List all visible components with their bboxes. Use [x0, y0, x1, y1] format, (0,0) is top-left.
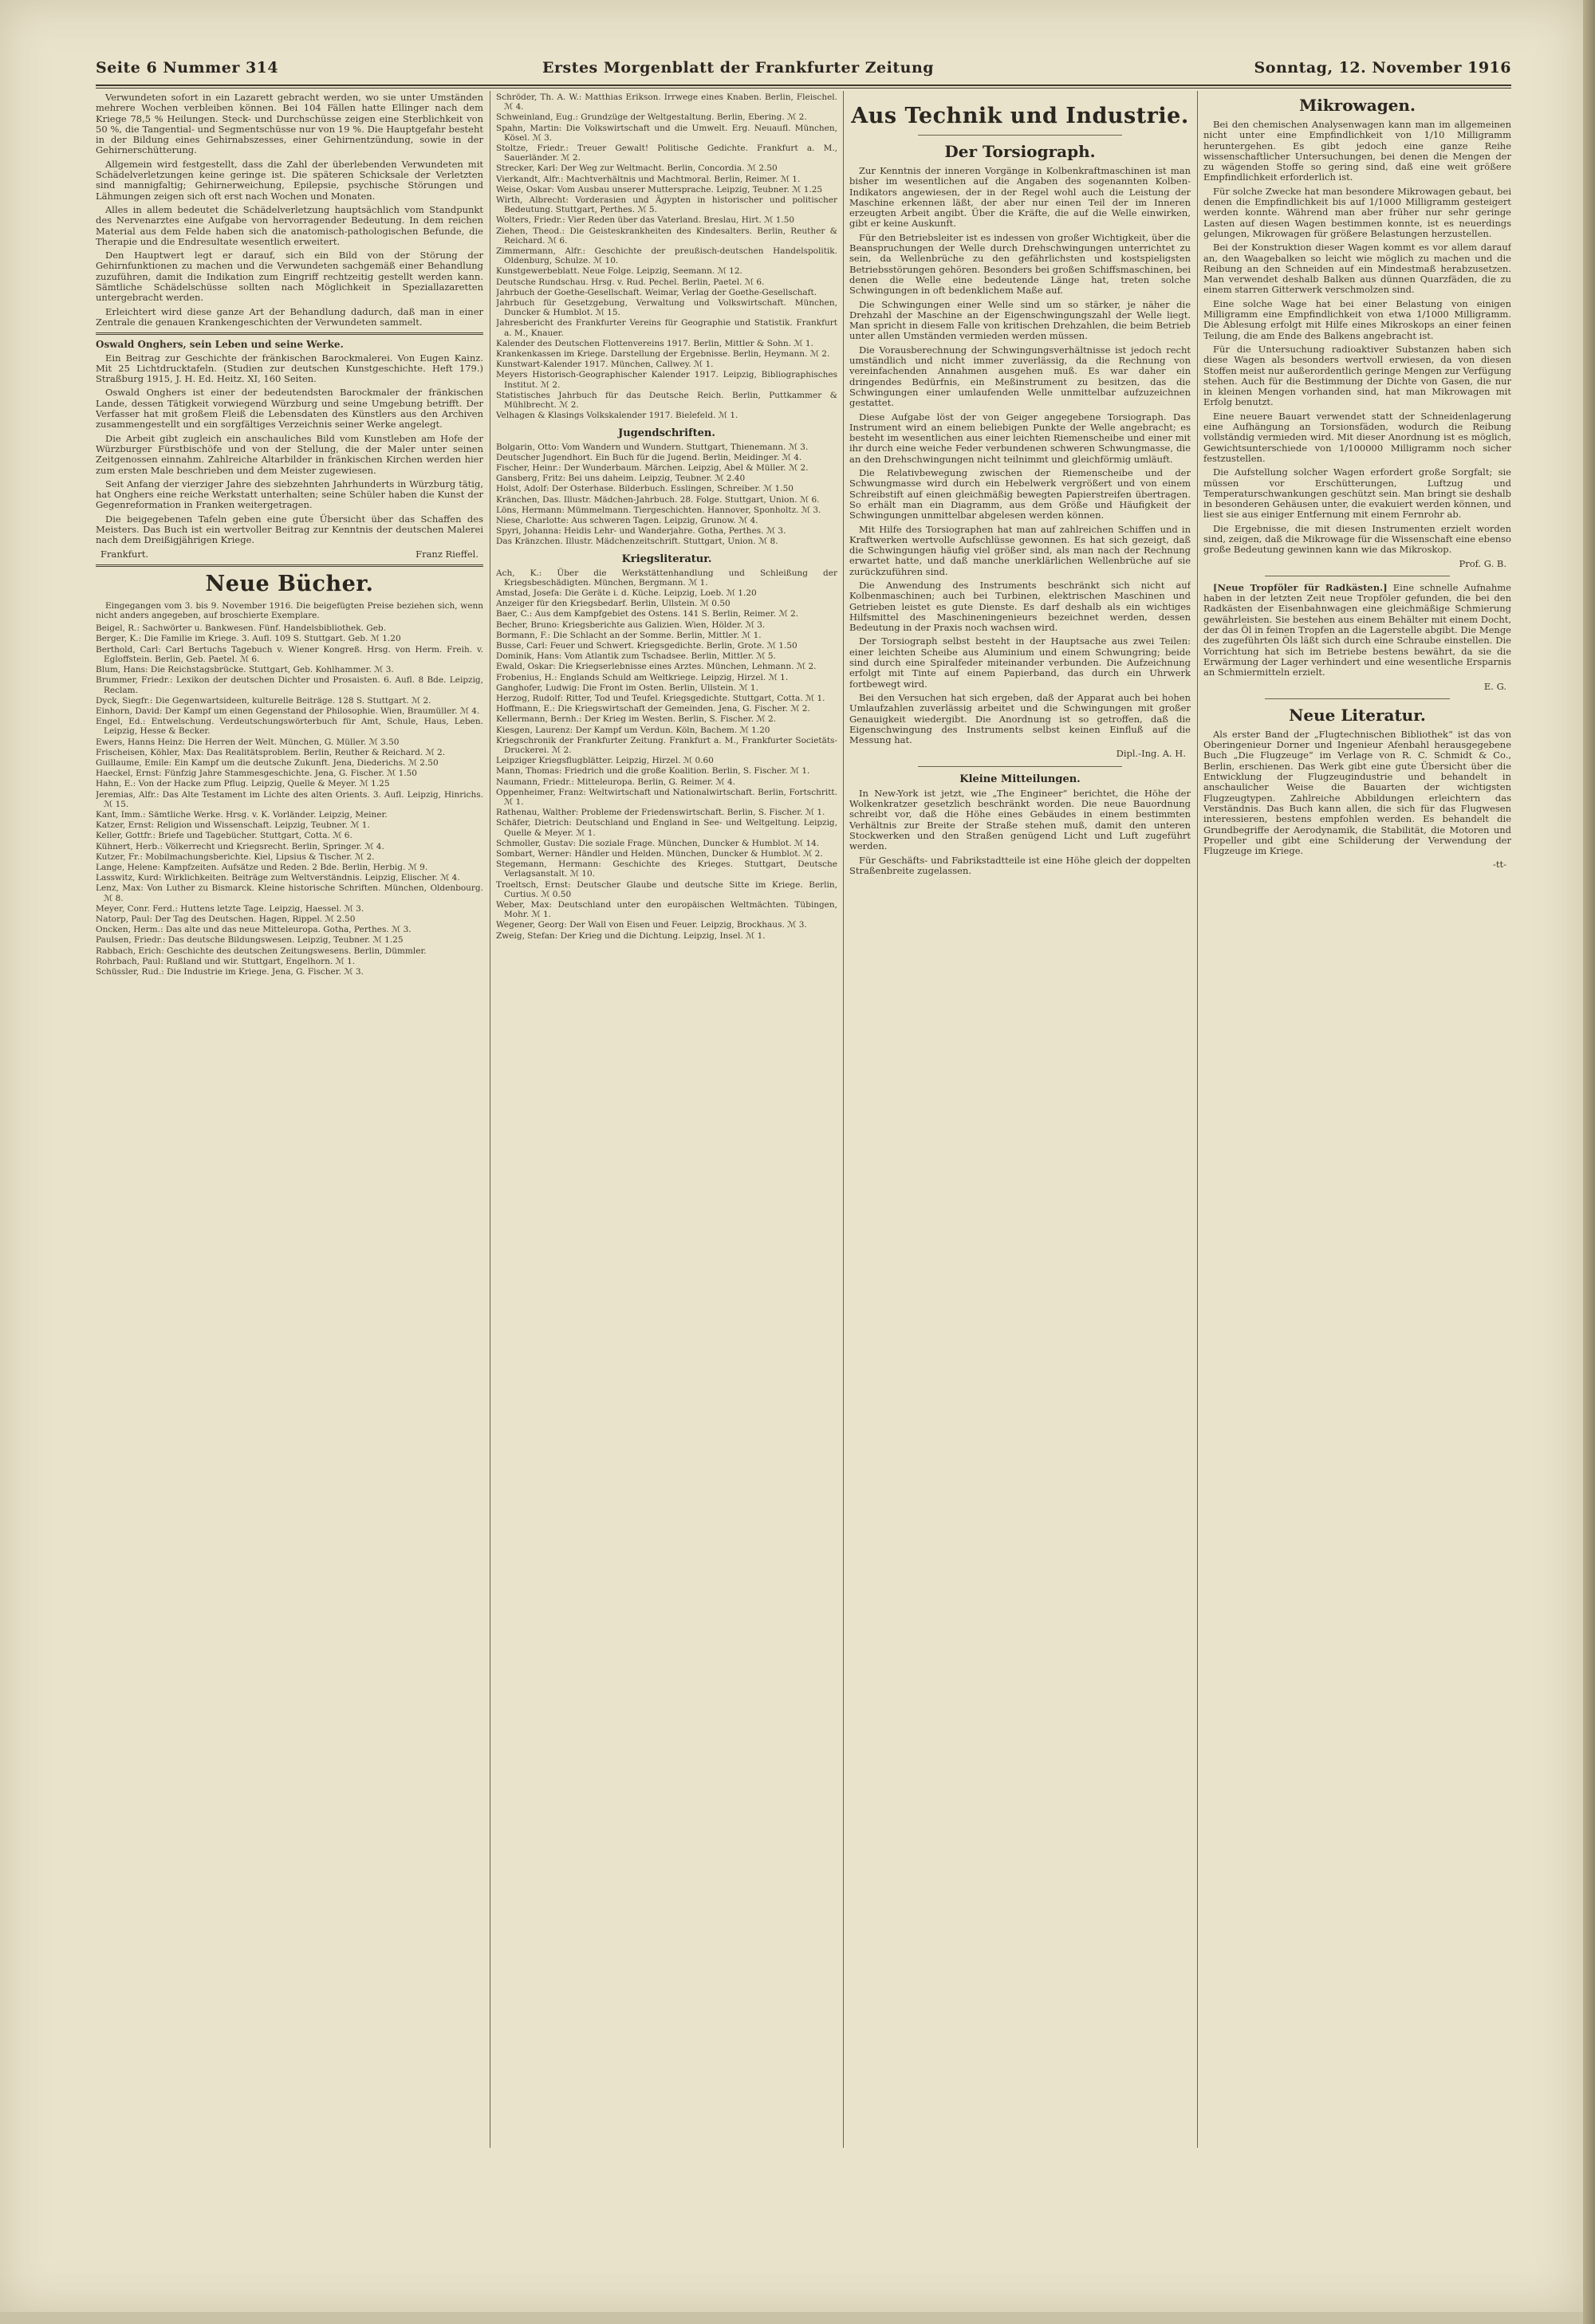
paragraph: In New-York ist jetzt, wie „The Engineer“ berichtet, die Höhe der Wolkenkratzer gesetzlich beschränkt worden. Die neue Bauordnung schreibt vor, daß die Höhe eines Gebäudes in einem bestimmten Verhältnis zur Breite der Straße stehen muß, damit den unteren Stockwerken und den Straßen genügend Licht und Luft zugeführt werden.	[849, 787, 1191, 852]
masthead	[96, 59, 1511, 86]
paragraph: Die beigegebenen Tafeln geben eine gute Übersicht über das Schaffen des Meisters. Das Buch ist ein wertvoller Beitrag zur Kenntnis der deutschen Malerei nach dem Dreißigjährigen Kriege.	[96, 513, 483, 546]
book-entry: Holst, Adolf: Der Osterhase. Bilderbuch. Esslingen, Schreiber. ℳ 1.50	[496, 484, 794, 494]
book-entry: Bolgarin, Otto: Vom Wandern und Wundern. Stuttgart, Thienemann. ℳ 3.	[496, 442, 809, 452]
paragraph: Mit Hilfe des Torsiographen hat man auf zahlreichen Schiffen und in Kraftwerken wertvolle Aufschlüsse gewonnen. Es hat sich gezeigt, daß die Schwingungen häufig viel größer sind, als man nach der Rechnung erwartet hatte, und daß manche unerklärlichen Wellenbrüche auf sie zurückzuführen sind.	[849, 523, 1191, 577]
war-literature-list	[496, 568, 837, 941]
book-entry: Löns, Hermann: Mümmelmann. Tiergeschichten. Hannover, Sponholtz. ℳ 3.	[496, 505, 821, 515]
notice-body: Eine schnelle Aufnahme haben in der letzten Zeit neue Tropföler gefunden, die bei den Radkästen der Eisenbahnwagen eine gleichmäßige Schmierung gewährleisten. Sie bestehen aus einem Behälter mit einem Docht, der das Öl in feinen Tropfen an die Lagerstelle abgibt. Die Menge des zugeführten Öls läßt sich durch eine Schraube einstellen. Die Vorrichtung hat sich im Betriebe bestens bewährt, da sie die Erwärmung der Lager verhindert und eine wesentliche Ersparnis an Schmiermitteln erzielt.	[1203, 581, 1511, 678]
paragraph: Eine solche Wage hat bei einer Belastung von einigen Milligramm eine Empfindlichkeit von etwa 1/1000 Milligramm. Die Ablesung erfolgt mit Hilfe eines Mikroskops an einer feinen Teilung, die am Ende des Balkens angebracht ist.	[1203, 297, 1511, 341]
book-entry: Becher, Bruno: Kriegsberichte aus Galizien. Wien, Hölder. ℳ 3.	[496, 619, 766, 630]
book-entry: Kutzer, Fr.: Mobilmachungsberichte. Kiel, Lipsius & Tischer. ℳ 2.	[96, 851, 375, 862]
book-entry: Schmoller, Gustav: Die soziale Frage. München, Duncker & Humblot. ℳ 14.	[496, 838, 820, 848]
book-entry: Baer, C.: Aus dem Kampfgebiet des Ostens. 141 S. Berlin, Reimer. ℳ 2.	[496, 609, 799, 619]
book-entry: Meyer, Conr. Ferd.: Huttens letzte Tage. Leipzig, Haessel. ℳ 3.	[96, 903, 364, 914]
book-entry: Schweinland, Eug.: Grundzüge der Weltgestaltung. Berlin, Ebering. ℳ 2.	[496, 112, 807, 123]
page-edge	[1583, 0, 1595, 2324]
paragraph: Verwundeten sofort in ein Lazarett gebracht werden, wo sie unter Umständen mehrere Wochen verbleiben können. Bei 104 Fällen hatte Ellinger nach dem Kriege 78,5 % Heilungen. Steck- und Durchschüsse zeigen eine Sterblichkeit von 50 %, die Tangential- und Segmentschüsse nur von 19 %. Die Hauptgefahr besteht in der Bildung eines Gehirnabszesses, einer Gehirnentzündung, sowie in der Gehirnerschütterung.	[96, 92, 483, 156]
book-entry: Schröder, Th. A. W.: Matthias Erikson. Irrwege eines Knaben. Berlin, Fleischel. ℳ 4.	[496, 92, 837, 112]
book-entry: Strecker, Karl: Der Weg zur Weltmacht. Berlin, Concordia. ℳ 2.50	[496, 163, 778, 174]
book-list-continued	[496, 92, 837, 421]
book-entry: Lenz, Max: Von Luther zu Bismarck. Kleine historische Schriften. München, Oldenbourg. ℳ 8.	[96, 883, 483, 903]
review-title: Oswald Onghers, sein Leben und seine Werke.	[96, 339, 344, 351]
book-entry: Rathenau, Walther: Probleme der Friedenswirtschaft. Berlin, S. Fischer. ℳ 1.	[496, 808, 825, 818]
paragraph: Diese Aufgabe löst der von Geiger angegebene Torsiograph. Das Instrument wird an einem beliebigen Punkte der Welle angebracht; es besteht im wesentlichen aus einer leichten Riemenscheibe und einer mit ihr durch eine weiche Feder verbundenen schweren Schwungmasse, die an den Drehschwingungen nicht teilnimmt und gleichförmig umläuft.	[849, 411, 1191, 465]
book-entry: Naumann, Friedr.: Mitteleuropa. Berlin, G. Reimer. ℳ 4.	[496, 777, 735, 787]
book-entry: Natorp, Paul: Der Tag des Deutschen. Hagen, Rippel. ℳ 2.50	[96, 914, 356, 924]
book-entry: Ewald, Oskar: Die Kriegserlebnisse eines Arztes. München, Lehmann. ℳ 2.	[496, 662, 817, 672]
section-title-kleine-mitteilungen: Kleine Mitteilungen.	[959, 773, 1081, 785]
section-title-technik: Aus Technik und Industrie.	[851, 104, 1189, 128]
book-entry: Busse, Carl: Feuer und Schwert. Kriegsgedichte. Berlin, Grote. ℳ 1.50	[496, 640, 798, 651]
small-notices	[849, 788, 1191, 876]
book-entry: Kunstgewerbeblatt. Neue Folge. Leipzig, Seemann. ℳ 12.	[496, 266, 742, 277]
book-entry: Wirth, Albrecht: Vorderasien und Ägypten in historischer und politischer Bedeutung. Stuttgart, Perthes. ℳ 5.	[496, 195, 837, 215]
review-author: Franz Rieffel.	[415, 548, 478, 560]
notice-title: [Neue Tropföler für Radkästen.]	[1213, 581, 1388, 593]
book-entry: Keller, Gottfr.: Briefe und Tagebücher. Stuttgart, Cotta. ℳ 6.	[96, 831, 352, 841]
book-entry: Lange, Helene: Kampfzeiten. Aufsätze und Reden. 2 Bde. Berlin, Herbig. ℳ 9.	[96, 862, 428, 872]
masthead-rule	[96, 85, 1511, 86]
book-entry: Blum, Hans: Die Reichstagsbrücke. Stuttgart, Geb. Kohlhammer. ℳ 3.	[96, 665, 394, 675]
book-entry: Rabbach, Erich: Geschichte des deutschen Zeitungswesens. Berlin, Dümmler.	[96, 946, 427, 956]
literature-signature: -tt-	[1492, 859, 1506, 871]
paragraph: Für solche Zwecke hat man besondere Mikrowagen gebaut, bei denen die Empfindlichkeit bis auf 1/1000 Milligramm gesteigert werden konnte. Während man aber früher nur sehr geringe Lasten auf diesen Wagen bestimmen konnte, ist es neuerdings gelungen, Mikrowagen für größere Belastungen herzustellen.	[1203, 185, 1511, 239]
book-entry: Kalender des Deutschen Flottenvereins 1917. Berlin, Mittler & Sohn. ℳ 1.	[496, 338, 813, 348]
book-entry: Wolters, Friedr.: Vier Reden über das Vaterland. Breslau, Hirt. ℳ 1.50	[496, 215, 795, 226]
book-entry: Beigel, R.: Sachwörter u. Bankwesen. Fünf. Handelsbibliothek. Geb.	[96, 623, 386, 634]
book-entry: Paulsen, Friedr.: Das deutsche Bildungswesen. Leipzig, Teubner. ℳ 1.25	[96, 935, 404, 946]
column-1	[96, 92, 483, 2149]
book-entry: Kühnert, Herb.: Völkerrecht und Kriegsrecht. Berlin, Springer. ℳ 4.	[96, 841, 384, 851]
paragraph: Für die Untersuchung radioaktiver Substanzen haben sich diese Wagen als besonders wertvoll erwiesen, da von diesen Stoffen meist nur außerordentlich geringe Mengen zur Verfügung stehen. Auch für die Bestimmung der Dichte von Gasen, die nur in kleinen Mengen vorhanden sind, hat man Mikrowagen mit Erfolg benutzt.	[1203, 343, 1511, 408]
book-entry: Das Kränzchen. Illustr. Mädchenzeitschrift. Stuttgart, Union. ℳ 8.	[496, 537, 778, 547]
book-entry: Berthold, Carl: Carl Bertuchs Tagebuch v. Wiener Kongreß. Hrsg. von Herm. Freih. v. Egloffstein. Berlin, Geb. Paetel. ℳ 6.	[96, 644, 483, 664]
section-title-neue-buecher: Neue Bücher.	[205, 571, 374, 596]
author-signature: Dipl.-Ing. A. H.	[1116, 748, 1186, 760]
book-entry: Fischer, Heinr.: Der Wunderbaum. Märchen. Leipzig, Abel & Müller. ℳ 2.	[496, 462, 809, 473]
section-divider	[1265, 698, 1450, 699]
paragraph: Für den Betriebsleiter ist es indessen von großer Wichtigkeit, über die Beanspruchungen der Welle durch Drehschwingungen unterrichtet zu sein, da Wellenbrüche zu den gefährlichsten und kostspieligsten Betriebsstörungen gehören. Besonders bei großen Schiffsmaschinen, bei denen die Welle eine bedeutende Länge hat, treten solche Schwingungen in oft bedenklichem Maße auf.	[849, 231, 1191, 297]
paragraph: Die Aufstellung solcher Wagen erfordert große Sorgfalt; sie müssen vor Erschütterungen, Luftzug und Temperaturschwankungen geschützt sein. Man bringt sie deshalb in besonderen Gehäusen unter, die evakuiert werden können, und liest sie aus einiger Entfernung mit einem Fernrohr ab.	[1203, 466, 1511, 521]
book-entry: Deutsche Rundschau. Hrsg. v. Rud. Pechel. Berlin, Paetel. ℳ 6.	[496, 277, 765, 287]
book-entry: Engel, Ed.: Entwelschung. Verdeutschungswörterbuch für Amt, Schule, Haus, Leben. Leipzig, Hesse & Becker.	[96, 717, 483, 737]
paragraph: Die Anwendung des Instruments beschränkt sich nicht auf Kolbenmaschinen; auch bei Turbinen, elektrischen Maschinen und Getrieben leistet es gute Dienste. Es darf deshalb als ein wichtiges Hilfsmittel des Maschineningenieurs bezeichnet werden, dessen Bedeutung in der Praxis noch wachsen wird.	[849, 579, 1191, 634]
book-list	[96, 601, 483, 977]
paragraph: Die Relativbewegung zwischen der Riemenscheibe und der Schwungmasse wird durch ein Hebelwerk vergrößert und von einem Schreibstift auf einen gleichmäßig bewegten Papierstreifen übertragen. So erhält man ein Diagramm, aus dem Größe und Häufigkeit der Schwingungen unmittelbar abgelesen werden können.	[849, 467, 1191, 521]
book-entry: Berger, K.: Die Familie im Kriege. 3. Aufl. 109 S. Stuttgart. Geb. ℳ 1.20	[96, 634, 401, 644]
book-entry: Schäfer, Dietrich: Deutschland und England in See- und Weltgeltung. Leipzig, Quelle & Meyer. ℳ 1.	[496, 818, 837, 838]
book-entry: Gansberg, Fritz: Bei uns daheim. Leipzig, Teubner. ℳ 2.40	[496, 474, 746, 484]
book-review	[96, 340, 483, 560]
book-entry: Kränchen, Das. Illustr. Mädchen-Jahrbuch. 28. Folge. Stuttgart, Union. ℳ 6.	[496, 494, 820, 505]
book-entry: Weber, Max: Deutschland unter den europäischen Weltmächten. Tübingen, Mohr. ℳ 1.	[496, 900, 837, 920]
book-entry: Rohrbach, Paul: Rußland und wir. Stuttgart, Engelhorn. ℳ 1.	[96, 956, 356, 966]
book-entry: Brummer, Friedr.: Lexikon der deutschen Dichter und Prosaisten. 6. Aufl. 8 Bde. Leipzig, Reclam.	[96, 675, 483, 695]
book-entry: Kiesgen, Laurenz: Der Kampf um Verdun. Köln, Bachem. ℳ 1.20	[496, 725, 770, 735]
book-entry: Lasswitz, Kurd: Wirklichkeiten. Beiträge zum Weltverständnis. Leipzig, Elischer. ℳ 4.	[96, 873, 460, 883]
torsiograph-article	[849, 166, 1191, 760]
book-entry: Frobenius, H.: Englands Schuld am Weltkriege. Leipzig, Hirzel. ℳ 1.	[496, 672, 789, 682]
mikrowagen-article	[1203, 120, 1511, 569]
book-entry: Stegemann, Hermann: Geschichte des Krieges. Stuttgart, Deutsche Verlagsanstalt. ℳ 10.	[496, 859, 837, 879]
paragraph: Bei den Versuchen hat sich ergeben, daß der Apparat auch bei hohen Umlaufzahlen zuverlässig arbeitet und die Schwingungen mit großer Genauigkeit wiedergibt. Die Anordnung ist so getroffen, daß die Eigenschwingung des Instruments selbst keinen Einfluß auf die Messung hat.	[849, 691, 1191, 746]
book-entry: Troeltsch, Ernst: Deutscher Glaube und deutsche Sitte im Kriege. Berlin, Curtius. ℳ 0.50	[496, 879, 837, 899]
column-3	[849, 92, 1191, 2149]
section-divider	[96, 332, 483, 335]
book-entry: Schüssler, Rud.: Die Industrie im Kriege. Jena, G. Fischer. ℳ 3.	[96, 966, 364, 977]
book-entry: Guillaume, Emile: Ein Kampf um die deutsche Zukunft. Jena, Diederichs. ℳ 2.50	[96, 757, 439, 768]
article-title-mikrowagen: Mikrowagen.	[1299, 96, 1416, 115]
book-entry: Dyck, Siegfr.: Die Gegenwartsideen, kulturelle Beiträge. 128 S. Stuttgart. ℳ 2.	[96, 695, 431, 706]
book-entry: Amstad, Josefa: Die Geräte i. d. Küche. Leipzig, Loeb. ℳ 1.20	[496, 588, 757, 598]
book-entry: Hoffmann, E.: Die Kriegswirtschaft der Gemeinden. Jena, G. Fischer. ℳ 2.	[496, 704, 810, 714]
book-entry: Haeckel, Ernst: Fünfzig Jahre Stammesgeschichte. Jena, G. Fischer. ℳ 1.50	[96, 769, 417, 779]
medical-article	[96, 92, 483, 328]
paragraph: Erleichtert wird diese ganze Art der Behandlung dadurch, daß man in einer Zentrale die genauen Krankengeschichten der Verwundeten sammelt.	[96, 305, 483, 328]
book-entry: Niese, Charlotte: Aus schweren Tagen. Leipzig, Grunow. ℳ 4.	[496, 515, 758, 525]
newspaper-title: Erstes Morgenblatt der Frankfurter Zeitung	[542, 59, 935, 77]
book-entry: Oppenheimer, Franz: Weltwirtschaft und Nationalwirtschaft. Berlin, Fortschritt. ℳ 1.	[496, 787, 837, 807]
book-entry: Leipziger Kriegsflugblätter. Leipzig, Hirzel. ℳ 0.60	[496, 756, 714, 766]
book-entry: Anzeiger für den Kriegsbedarf. Berlin, Ullstein. ℳ 0.50	[496, 599, 731, 609]
paragraph: Alles in allem bedeutet die Schädelverletzung hauptsächlich vom Standpunkt des Nervenarztes eine Aufgabe von hervorragender Bedeutung. In dem reichen Material aus dem Felde haben sich die anatomisch-pathologischen Befunde, die Therapie und die Endresultate wesentlich erweitert.	[96, 203, 483, 247]
book-list-note: Eingegangen vom 3. bis 9. November 1916. Die beigefügten Preise beziehen sich, wenn nicht anders angegeben, auf broschierte Exemplare.	[96, 600, 483, 621]
book-entry: Jahresbericht des Frankfurter Vereins für Geographie und Statistik. Frankfurt a. M., Knauer.	[496, 318, 837, 338]
section-title-neue-literatur: Neue Literatur.	[1289, 705, 1426, 725]
book-entry: Spyri, Johanna: Heidis Lehr- und Wanderjahre. Gotha, Perthes. ℳ 3.	[496, 526, 786, 537]
book-entry: Statistisches Jahrbuch für das Deutsche Reich. Berlin, Puttkammer & Mühlbrecht. ℳ 2.	[496, 390, 837, 411]
issue-date: Sonntag, 12. November 1916	[1254, 59, 1511, 77]
book-entry: Krankenkassen im Kriege. Darstellung der Ergebnisse. Berlin, Heymann. ℳ 2.	[496, 349, 830, 360]
paragraph: Die Ergebnisse, die mit diesen Instrumenten erzielt worden sind, zeigen, daß die Mikrowage für die Wissenschaft eine ebenso große Bedeutung gewinnen kann wie das Mikroskop.	[1203, 522, 1511, 556]
book-entry: Wegener, Georg: Der Wall von Eisen und Feuer. Leipzig, Brockhaus. ℳ 3.	[496, 920, 807, 930]
book-entry: Kellermann, Bernh.: Der Krieg im Westen. Berlin, S. Fischer. ℳ 2.	[496, 714, 776, 725]
column-rule	[1197, 91, 1198, 2148]
paragraph: Allgemein wird festgestellt, dass die Zahl der überlebenden Verwundeten mit Schädelverletzungen keine geringe ist. Die späteren Schicksale der Verletzten sind mannigfaltig; Gehirnerweichung, Epilepsie, psychische Störungen und Lähmungen zeigen sich oft erst nach Wochen und Monaten.	[96, 158, 483, 202]
book-entry: Oncken, Herm.: Das alte und das neue Mitteleuropa. Gotha, Perthes. ℳ 3.	[96, 925, 412, 935]
paragraph: Den Hauptwert legt er darauf, sich ein Bild von der Störung der Gehirnfunktionen zu machen und die Verwundeten sachgemäß einer Behandlung zuzuführen, damit die Indikation zum Eingriff rechtzeitig gestellt werden kann. Sämtliche Schädelschüsse sollten nach Möglichkeit in Speziallazaretten untergebracht werden.	[96, 250, 483, 304]
paragraph: Eine neuere Bauart verwendet statt der Schneidenlagerung eine Aufhängung an Torsionsfäden, wodurch die Reibung vollständig vermieden wird. Mit dieser Anordnung ist es möglich, Gewichtsunterschiede von 1/100000 Milligramm noch sicher festzustellen.	[1203, 410, 1511, 464]
paragraph: Die Vorausberechnung der Schwingungsverhältnisse ist jedoch recht umständlich und nicht immer zuverlässig, da die Rechnung von vereinfachenden Annahmen ausgehen muß. Es war daher ein dringendes Bedürfnis, ein Meßinstrument zu besitzen, das die Schwingungen einer umlaufenden Welle unmittelbar aufzuzeichnen gestattet.	[849, 344, 1191, 409]
book-entry: Vierkandt, Alfr.: Machtverhältnis und Machtmoral. Berlin, Reimer. ℳ 1.	[496, 174, 801, 184]
paragraph: Der Torsiograph selbst besteht in der Hauptsache aus zwei Teilen: einer leichten Scheibe aus Aluminium und einem Schwungring; beide sind durch eine Spiralfeder miteinander verbunden. Die Aufzeichnung erfolgt mit Tinte auf einem Papierband, das durch ein Uhrwerk fortbewegt wird.	[849, 635, 1191, 690]
column-rule	[843, 91, 844, 2148]
book-entry: Kant, Imm.: Sämtliche Werke. Hrsg. v. K. Vorländer. Leipzig, Meiner.	[96, 809, 388, 820]
paragraph: Seit Anfang der vierziger Jahre des siebzehnten Jahrhunderts in Würzburg tätig, hat Onghers eine reiche Werkstatt unterhalten; seine Schüler haben die Kunst der Gegenreformation in Franken weitergetragen.	[96, 478, 483, 511]
paragraph: Die Schwingungen einer Welle sind um so stärker, je näher die Drehzahl der Maschine an der Eigenschwingungszahl der Welle liegt. Man spricht in diesem Falle von kritischen Drehzahlen, die beim Betrieb unter allen Umständen vermieden werden müssen.	[849, 298, 1191, 342]
book-entry: Ach, K.: Über die Werkstättenhandlung und Schleißung der Kriegsbeschädigten. München, Bergmann. ℳ 1.	[496, 568, 837, 588]
book-entry: Sombart, Werner: Händler und Helden. München, Duncker & Humblot. ℳ 2.	[496, 849, 823, 859]
paragraph: Zur Kenntnis der inneren Vorgänge in Kolbenkraftmaschinen ist man bisher im wesentlichen auf die Angaben des sogenannten Kolben-Indikators angewiesen, der in der Regel wohl auch die Leistung der Maschine erkennen läßt, der aber nur einen Teil der im Inneren erzeugten Arbeit angibt. Über die Kräfte, die auf die Welle einwirken, gibt er keine Auskunft.	[849, 165, 1191, 230]
article-title-torsiograph: Der Torsiograph.	[944, 142, 1096, 161]
column-2	[496, 92, 837, 2149]
paragraph: Bei der Konstruktion dieser Wagen kommt es vor allem darauf an, den Waagebalken so leicht wie möglich zu machen und die Reibung an den Schneiden auf ein Mindestmaß herabzusetzen. Man verwendet deshalb Balken aus dünnen Quarzfäden, die zu einem starren Gitterwerk verschmolzen sind.	[1203, 242, 1511, 296]
section-divider	[918, 135, 1123, 136]
book-entry: Mann, Thomas: Friedrich und die große Koalition. Berlin, S. Fischer. ℳ 1.	[496, 766, 810, 777]
paragraph: Oswald Onghers ist einer der bedeutendsten Barockmaler der fränkischen Lande, dessen Tätigkeit vorwiegend Würzburg und seine Umgebung betrifft. Der Verfasser hat mit großem Fleiß die Lebensdaten des Künstlers aus den Archiven zusammengestellt und ein sorgfältiges Verzeichnis seiner Werke angelegt.	[96, 387, 483, 431]
review-place: Frankfurt.	[100, 548, 149, 560]
book-entry: Bormann, F.: Die Schlacht an der Somme. Berlin, Mittler. ℳ 1.	[496, 630, 762, 640]
tropfoeler-notice	[1203, 583, 1511, 692]
book-entry: Spahn, Martin: Die Volkswirtschaft und die Umwelt. Erg. Neuaufl. München, Kösel. ℳ 3.	[496, 123, 837, 143]
book-entry: Jeremias, Alfr.: Das Alte Testament im Lichte des alten Orients. 3. Aufl. Leipzig, Hinrichs. ℳ 15.	[96, 789, 483, 809]
section-title-kriegsliteratur: Kriegsliteratur.	[621, 552, 712, 565]
youth-list	[496, 442, 837, 547]
book-entry: Jahrbuch der Goethe-Gesellschaft. Weimar, Verlag der Goethe-Gesellschaft.	[496, 287, 817, 297]
book-entry: Katzer, Ernst: Religion und Wissenschaft. Leipzig, Teubner. ℳ 1.	[96, 820, 370, 831]
book-entry: Frischeisen, Köhler, Max: Das Realitätsproblem. Berlin, Reuther & Reichard. ℳ 2.	[96, 747, 446, 757]
book-entry: Zimmermann, Alfr.: Geschichte der preußisch-deutschen Handelspolitik. Oldenburg, Schulze. ℳ 10.	[496, 246, 837, 266]
book-entry: Ziehen, Theod.: Die Geisteskrankheiten des Kindesalters. Berlin, Reuther & Reichard. ℳ 6.	[496, 226, 837, 246]
paragraph: Bei den chemischen Analysenwagen kann man im allgemeinen nicht unter eine Empfindlichkeit von 1/10 Milligramm heruntergehen. Es gibt jedoch eine ganze Reihe wissenschaftlicher Untersuchungen, bei denen die Mengen der zu wägenden Stoffe so gering sind, daß eine weit größere Empfindlichkeit erforderlich ist.	[1203, 119, 1511, 183]
paragraph: Für Geschäfts- und Fabrikstadtteile ist eine Höhe gleich der doppelten Straßenbreite zugelassen.	[849, 854, 1191, 876]
author-signature: Prof. G. B.	[1459, 557, 1506, 569]
book-entry: Kriegschronik der Frankfurter Zeitung. Frankfurt a. M., Frankfurter Societäts-Druckerei. ℳ 2.	[496, 735, 837, 755]
review-subtitle: Ein Beitrag zur Geschichte der fränkischen Barockmalerei. Von Eugen Kainz. Mit 25 Lichtdrucktafeln. (Studien zur deutschen Kunstgeschichte. Heft 179.) Straßburg 1915, J. H. Ed. Heitz. XI, 160 Seiten.	[96, 352, 483, 385]
literature-notice	[1203, 729, 1511, 871]
book-entry: Stoltze, Friedr.: Treuer Gewalt! Politische Gedichte. Frankfurt a. M., Sauerländer. ℳ 2.	[496, 144, 837, 163]
book-entry: Zweig, Stefan: Der Krieg und die Dichtung. Leipzig, Insel. ℳ 1.	[496, 930, 766, 941]
book-entry: Deutscher Jugendhort. Ein Buch für die Jugend. Berlin, Meidinger. ℳ 4.	[496, 452, 802, 462]
book-entry: Hahn, E.: Von der Hacke zum Pflug. Leipzig, Quelle & Meyer. ℳ 1.25	[96, 779, 390, 789]
column-4	[1203, 92, 1511, 2149]
book-entry: Einhorn, David: Der Kampf um einen Gegenstand der Philosophie. Wien, Braumüller. ℳ 4.	[96, 706, 480, 716]
book-entry: Ganghofer, Ludwig: Die Front im Osten. Berlin, Ullstein. ℳ 1.	[496, 682, 758, 693]
section-divider	[96, 564, 483, 567]
book-entry: Herzog, Rudolf: Ritter, Tod und Teufel. Kriegsgedichte. Stuttgart, Cotta. ℳ 1.	[496, 693, 825, 703]
page-number: Seite 6 Nummer 314	[96, 59, 279, 77]
book-entry: Dominik, Hans: Vom Atlantik zum Tschadsee. Berlin, Mittler. ℳ 5.	[496, 651, 776, 662]
book-entry: Velhagen & Klasings Volkskalender 1917. Bielefeld. ℳ 1.	[496, 411, 738, 421]
book-entry: Weise, Oskar: Vom Ausbau unserer Muttersprache. Leipzig, Teubner. ℳ 1.25	[496, 184, 823, 195]
notice-signature: E. G.	[1483, 680, 1506, 692]
section-divider	[918, 766, 1123, 767]
section-title-jugendschriften: Jugendschriften.	[618, 427, 715, 439]
paragraph: Als erster Band der „Flugtechnischen Bibliothek“ ist das von Oberingenieur Dorner und Ingenieur Afenbahl herausgegebene Buch „Die Flugzeuge“ im Verlage von R. C. Schmidt & Co., Berlin, erschienen. Das Werk gibt eine gute Übersicht über die Entwicklung der Flugzeugindustrie und behandelt in anschaulicher Weise die Bauarten der wichtigsten Flugzeugtypen. Zahlreiche Abbildungen erleichtern das Verständnis. Das Buch kann allen, die sich für das Flugwesen interessieren, bestens empfohlen werden. Es behandelt die Grundbegriffe der Aerodynamik, die Stabilität, die Motoren und Propeller und gibt eine Schilderung der Verwendung der Flugzeuge im Kriege.	[1203, 728, 1511, 857]
book-entry: Ewers, Hanns Heinz: Die Herren der Welt. München, G. Müller. ℳ 3.50	[96, 737, 400, 747]
book-entry: Kunstwart-Kalender 1917. München, Callwey. ℳ 1.	[496, 360, 714, 370]
paragraph: Die Arbeit gibt zugleich ein anschauliches Bild vom Kunstleben am Hofe der Würzburger Fürstbischöfe und von der Stellung, die der Maler unter seinen Zeitgenossen einnahm. Zahlreiche Altarbilder in fränkischen Kirchen werden hier zum ersten Male beschrieben und dem Meister zugewiesen.	[96, 432, 483, 476]
book-entry: Jahrbuch für Gesetzgebung, Verwaltung und Volkswirtschaft. München, Duncker & Humblot. ℳ 15.	[496, 298, 837, 318]
book-entry: Meyers Historisch-Geographischer Kalender 1917. Leipzig, Bibliographisches Institut. ℳ 2.	[496, 370, 837, 390]
